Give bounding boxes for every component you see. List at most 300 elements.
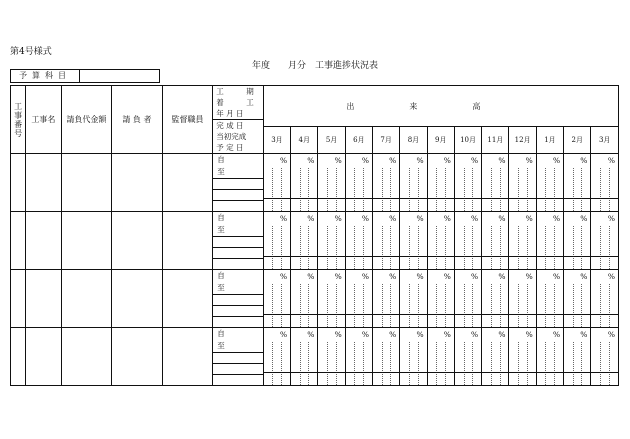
month-header: 3月 <box>263 127 290 154</box>
grid-dotted-line <box>518 284 519 327</box>
progress-grid <box>318 226 344 269</box>
progress-cell[interactable] <box>564 154 591 212</box>
grid-rule <box>346 372 372 373</box>
grid-dotted-line <box>354 284 355 327</box>
progress-grid <box>591 284 618 327</box>
period-from-label: 自 <box>217 271 225 280</box>
grid-rule <box>428 256 454 257</box>
grid-dotted-line <box>491 226 492 269</box>
percent-label: % <box>361 214 369 223</box>
contractor-cell[interactable] <box>112 154 163 212</box>
progress-grid <box>455 284 481 327</box>
month-header: 4月 <box>291 127 318 154</box>
grid-dotted-line <box>436 284 437 327</box>
grid-rule <box>537 256 563 257</box>
grid-dotted-line <box>409 168 410 211</box>
grid-dotted-line <box>281 284 282 327</box>
grid-dotted-line <box>390 226 391 269</box>
progress-grid <box>455 168 481 211</box>
progress-cell[interactable] <box>373 270 400 328</box>
grid-dotted-line <box>281 168 282 211</box>
percent-label: % <box>279 214 288 223</box>
progress-grid <box>346 342 372 385</box>
progress-cell[interactable] <box>373 212 400 270</box>
progress-grid <box>591 342 618 385</box>
progress-cell[interactable] <box>482 270 509 328</box>
grid-dotted-line <box>600 342 601 385</box>
progress-cell[interactable] <box>345 212 372 270</box>
progress-cell[interactable] <box>427 328 454 386</box>
progress-cell[interactable] <box>291 212 318 270</box>
work-number-cell[interactable] <box>11 270 26 328</box>
progress-grid <box>264 226 290 269</box>
period-line-2 <box>213 247 263 258</box>
period-line-3 <box>213 200 263 211</box>
progress-cell[interactable] <box>400 212 427 270</box>
grid-dotted-line <box>390 168 391 211</box>
supervisor-cell[interactable] <box>162 328 213 386</box>
percent-label: % <box>361 156 369 165</box>
period-cell[interactable] <box>213 328 264 386</box>
grid-dotted-line <box>500 284 501 327</box>
grid-rule <box>291 256 317 257</box>
period-line-3 <box>213 258 263 269</box>
progress-cell[interactable] <box>263 270 290 328</box>
progress-cell[interactable] <box>318 270 345 328</box>
grid-dotted-line <box>436 168 437 211</box>
period-header-line: 年 月 日 <box>216 109 244 118</box>
grid-rule <box>373 198 399 199</box>
grid-rule <box>264 198 290 199</box>
grid-dotted-line <box>281 226 282 269</box>
table-row <box>11 154 619 212</box>
progress-cell[interactable] <box>318 328 345 386</box>
progress-cell[interactable] <box>564 270 591 328</box>
contract-amount-cell[interactable] <box>61 212 112 270</box>
grid-rule <box>564 256 590 257</box>
grid-dotted-line <box>445 342 446 385</box>
period-line-2 <box>213 305 263 316</box>
period-from-label: 自 <box>217 155 225 164</box>
grid-dotted-line <box>363 342 364 385</box>
period-line-2 <box>213 363 263 374</box>
progress-grid <box>482 226 508 269</box>
progress-grid <box>373 226 399 269</box>
grid-rule <box>318 372 344 373</box>
grid-dotted-line <box>500 168 501 211</box>
period-header-line: 着 工 <box>216 98 254 107</box>
grid-rule <box>346 198 372 199</box>
contractor-cell[interactable] <box>112 212 163 270</box>
progress-grid <box>318 168 344 211</box>
grid-dotted-line <box>409 284 410 327</box>
grid-dotted-line <box>527 284 528 327</box>
progress-grid <box>482 168 508 211</box>
progress-cell[interactable] <box>536 270 563 328</box>
table-row <box>11 212 619 270</box>
grid-dotted-line <box>272 168 273 211</box>
grid-dotted-line <box>545 226 546 269</box>
progress-table <box>10 85 619 386</box>
percent-label: % <box>580 156 588 165</box>
progress-cell[interactable] <box>591 212 619 270</box>
progress-cell[interactable] <box>509 270 536 328</box>
grid-rule <box>564 314 590 315</box>
progress-cell[interactable] <box>345 328 372 386</box>
grid-rule <box>564 372 590 373</box>
progress-grid <box>428 342 454 385</box>
contractor-cell[interactable] <box>112 270 163 328</box>
grid-rule <box>346 256 372 257</box>
grid-dotted-line <box>573 342 574 385</box>
grid-rule <box>455 256 481 257</box>
grid-rule <box>291 198 317 199</box>
percent-label: % <box>361 330 369 339</box>
progress-grid <box>318 342 344 385</box>
grid-rule <box>373 314 399 315</box>
grid-dotted-line <box>327 284 328 327</box>
progress-cell[interactable] <box>536 212 563 270</box>
percent-label: % <box>334 156 342 165</box>
progress-cell[interactable] <box>509 212 536 270</box>
progress-cell[interactable] <box>291 328 318 386</box>
progress-cell[interactable] <box>345 270 372 328</box>
progress-grid <box>373 284 399 327</box>
grid-rule <box>455 372 481 373</box>
progress-cell[interactable] <box>454 328 481 386</box>
grid-dotted-line <box>300 168 301 211</box>
work-name-cell[interactable] <box>26 154 61 212</box>
month-header: 1月 <box>536 127 563 154</box>
grid-dotted-line <box>436 342 437 385</box>
progress-cell[interactable] <box>427 154 454 212</box>
progress-grid <box>400 168 426 211</box>
percent-label: % <box>607 330 615 339</box>
work-number-cell[interactable] <box>11 212 26 270</box>
progress-grid <box>591 226 618 269</box>
supervisor-cell[interactable] <box>162 154 213 212</box>
progress-cell[interactable] <box>509 154 536 212</box>
progress-cell[interactable] <box>591 154 619 212</box>
grid-dotted-line <box>272 342 273 385</box>
period-header-line: 予 定 日 <box>216 143 244 152</box>
supervisor-cell[interactable] <box>162 270 213 328</box>
grid-rule <box>318 198 344 199</box>
percent-label: % <box>552 156 561 165</box>
progress-cell[interactable] <box>564 212 591 270</box>
grid-dotted-line <box>472 168 473 211</box>
period-from-label: 自 <box>217 329 225 338</box>
percent-label: % <box>471 156 479 165</box>
progress-cell[interactable] <box>400 328 427 386</box>
grid-rule <box>428 372 454 373</box>
period-header-line: 工 期 <box>216 87 254 96</box>
work-number-cell[interactable] <box>11 154 26 212</box>
grid-rule <box>428 198 454 199</box>
progress-cell[interactable] <box>318 154 345 212</box>
grid-dotted-line <box>581 226 582 269</box>
period-header-line: 完 成 日 <box>213 119 263 131</box>
progress-grid <box>537 342 563 385</box>
grid-dotted-line <box>281 342 282 385</box>
progress-cell[interactable] <box>482 212 509 270</box>
percent-label: % <box>361 272 369 281</box>
grid-dotted-line <box>336 342 337 385</box>
contract-amount-cell[interactable] <box>61 270 112 328</box>
grid-rule <box>318 314 344 315</box>
grid-dotted-line <box>518 226 519 269</box>
percent-label: % <box>580 330 588 339</box>
grid-dotted-line <box>418 168 419 211</box>
progress-grid <box>373 168 399 211</box>
progress-cell[interactable] <box>263 328 290 386</box>
percent-label: % <box>498 272 506 281</box>
progress-cell[interactable] <box>482 328 509 386</box>
progress-cell[interactable] <box>427 270 454 328</box>
percent-label: % <box>471 330 479 339</box>
grid-rule <box>537 372 563 373</box>
progress-grid <box>564 168 590 211</box>
grid-dotted-line <box>445 284 446 327</box>
period-cell[interactable] <box>213 270 264 328</box>
period-to-label: 至 <box>217 167 225 176</box>
progress-cell[interactable] <box>345 154 372 212</box>
progress-cell[interactable] <box>373 328 400 386</box>
grid-dotted-line <box>354 342 355 385</box>
percent-label: % <box>443 330 451 339</box>
percent-label: % <box>525 156 533 165</box>
grid-dotted-line <box>554 342 555 385</box>
period-line-2 <box>213 189 263 200</box>
period-cell[interactable] <box>213 212 264 270</box>
grid-dotted-line <box>491 284 492 327</box>
dekidaka-header <box>263 86 618 127</box>
percent-label: % <box>416 156 424 165</box>
progress-cell[interactable] <box>427 212 454 270</box>
month-header: 2月 <box>564 127 591 154</box>
progress-grid <box>455 342 481 385</box>
grid-dotted-line <box>327 168 328 211</box>
grid-dotted-line <box>609 226 610 269</box>
progress-grid <box>509 342 535 385</box>
grid-rule <box>428 314 454 315</box>
grid-dotted-line <box>573 226 574 269</box>
progress-cell[interactable] <box>454 154 481 212</box>
grid-dotted-line <box>272 284 273 327</box>
grid-rule <box>591 198 618 199</box>
progress-cell[interactable] <box>400 270 427 328</box>
percent-label: % <box>443 214 451 223</box>
percent-label: % <box>552 214 561 223</box>
contract-amount-cell[interactable] <box>61 154 112 212</box>
grid-rule <box>400 372 426 373</box>
progress-cell[interactable] <box>482 154 509 212</box>
grid-rule <box>509 198 535 199</box>
period-line-1 <box>213 294 263 305</box>
grid-dotted-line <box>308 226 309 269</box>
grid-dotted-line <box>300 342 301 385</box>
percent-label: % <box>389 214 397 223</box>
progress-grid <box>264 284 290 327</box>
progress-grid <box>455 226 481 269</box>
grid-dotted-line <box>464 226 465 269</box>
grid-dotted-line <box>609 168 610 211</box>
progress-grid <box>509 226 535 269</box>
percent-label: % <box>552 272 561 281</box>
grid-rule <box>400 256 426 257</box>
month-header: 11月 <box>482 127 509 154</box>
grid-rule <box>509 314 535 315</box>
grid-dotted-line <box>327 226 328 269</box>
grid-dotted-line <box>464 284 465 327</box>
grid-rule <box>564 198 590 199</box>
period-line-3 <box>213 374 263 385</box>
progress-cell[interactable] <box>263 212 290 270</box>
progress-grid <box>264 342 290 385</box>
progress-cell[interactable] <box>536 154 563 212</box>
progress-grid <box>564 226 590 269</box>
percent-label: % <box>498 330 506 339</box>
grid-dotted-line <box>390 284 391 327</box>
progress-cell[interactable] <box>591 270 619 328</box>
grid-rule <box>346 314 372 315</box>
grid-dotted-line <box>363 284 364 327</box>
progress-cell[interactable] <box>591 328 619 386</box>
month-header: 7月 <box>373 127 400 154</box>
grid-dotted-line <box>300 284 301 327</box>
grid-rule <box>318 256 344 257</box>
progress-grid <box>400 284 426 327</box>
grid-dotted-line <box>300 226 301 269</box>
grid-rule <box>264 314 290 315</box>
progress-grid <box>509 168 535 211</box>
grid-dotted-line <box>527 342 528 385</box>
grid-dotted-line <box>308 342 309 385</box>
work-name-cell[interactable] <box>26 212 61 270</box>
grid-rule <box>455 314 481 315</box>
progress-cell[interactable] <box>536 328 563 386</box>
grid-dotted-line <box>336 284 337 327</box>
progress-cell[interactable] <box>400 154 427 212</box>
progress-cell[interactable] <box>263 154 290 212</box>
grid-dotted-line <box>354 168 355 211</box>
grid-dotted-line <box>363 168 364 211</box>
percent-label: % <box>443 156 451 165</box>
grid-rule <box>482 198 508 199</box>
grid-dotted-line <box>336 168 337 211</box>
percent-label: % <box>307 214 315 223</box>
grid-dotted-line <box>436 226 437 269</box>
progress-grid <box>428 168 454 211</box>
grid-dotted-line <box>500 342 501 385</box>
header-row-1 <box>11 86 619 127</box>
progress-cell[interactable] <box>454 212 481 270</box>
period-line-1 <box>213 236 263 247</box>
progress-grid <box>264 168 290 211</box>
grid-dotted-line <box>472 226 473 269</box>
percent-label: % <box>307 272 315 281</box>
contract-amount-cell[interactable] <box>61 328 112 386</box>
progress-cell[interactable] <box>318 212 345 270</box>
progress-cell[interactable] <box>564 328 591 386</box>
percent-label: % <box>279 330 288 339</box>
grid-rule <box>455 198 481 199</box>
grid-dotted-line <box>554 168 555 211</box>
budget-item-box <box>10 69 160 83</box>
supervisor-cell[interactable] <box>162 212 213 270</box>
progress-grid <box>346 226 372 269</box>
budget-item-value[interactable] <box>80 70 159 82</box>
percent-label: % <box>334 330 342 339</box>
grid-dotted-line <box>382 342 383 385</box>
percent-label: % <box>607 156 615 165</box>
percent-label: % <box>334 214 342 223</box>
progress-grid <box>346 168 372 211</box>
grid-rule <box>482 256 508 257</box>
grid-rule <box>400 198 426 199</box>
month-header: 6月 <box>345 127 372 154</box>
progress-grid <box>428 226 454 269</box>
period-from-label: 自 <box>217 213 225 222</box>
grid-rule <box>373 372 399 373</box>
grid-rule <box>373 256 399 257</box>
grid-dotted-line <box>609 284 610 327</box>
progress-grid <box>291 284 317 327</box>
supervisor-header: 監督職員 <box>162 86 213 154</box>
progress-cell[interactable] <box>373 154 400 212</box>
work-name-cell[interactable] <box>26 270 61 328</box>
progress-cell[interactable] <box>454 270 481 328</box>
work-number-cell[interactable] <box>11 328 26 386</box>
percent-label: % <box>525 214 533 223</box>
grid-dotted-line <box>390 342 391 385</box>
progress-cell[interactable] <box>291 270 318 328</box>
percent-label: % <box>471 214 479 223</box>
grid-dotted-line <box>500 226 501 269</box>
grid-dotted-line <box>409 342 410 385</box>
grid-rule <box>291 314 317 315</box>
progress-cell[interactable] <box>291 154 318 212</box>
grid-dotted-line <box>600 168 601 211</box>
percent-label: % <box>389 156 397 165</box>
grid-dotted-line <box>545 342 546 385</box>
grid-dotted-line <box>409 226 410 269</box>
period-cell[interactable] <box>213 154 264 212</box>
grid-dotted-line <box>418 226 419 269</box>
period-line-1 <box>213 178 263 189</box>
grid-dotted-line <box>418 342 419 385</box>
grid-rule <box>591 372 618 373</box>
grid-dotted-line <box>573 284 574 327</box>
grid-dotted-line <box>382 226 383 269</box>
grid-dotted-line <box>527 168 528 211</box>
grid-rule <box>509 256 535 257</box>
period-to-label: 至 <box>217 283 225 292</box>
progress-cell[interactable] <box>509 328 536 386</box>
grid-rule <box>591 314 618 315</box>
progress-grid <box>428 284 454 327</box>
grid-rule <box>482 372 508 373</box>
percent-label: % <box>552 330 561 339</box>
percent-label: % <box>525 272 533 281</box>
month-header: 5月 <box>318 127 345 154</box>
work-name-cell[interactable] <box>26 328 61 386</box>
grid-rule <box>537 198 563 199</box>
form-number: 第4号様式 <box>10 47 52 57</box>
contractor-cell[interactable] <box>112 328 163 386</box>
grid-dotted-line <box>464 342 465 385</box>
grid-dotted-line <box>464 168 465 211</box>
